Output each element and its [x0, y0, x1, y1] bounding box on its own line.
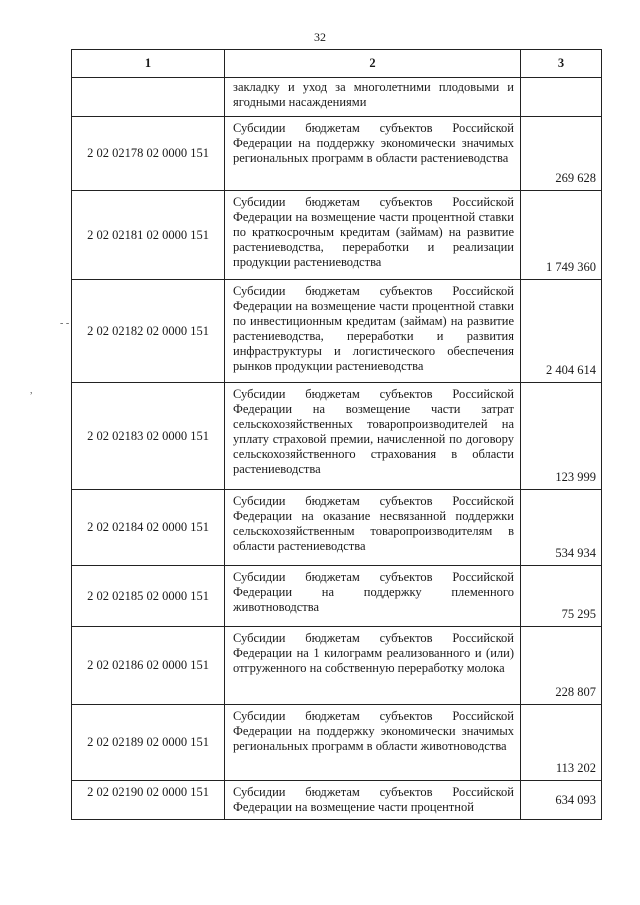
revenue-code: 2 02 02181 02 0000 151 [72, 191, 225, 280]
table-header-row [72, 50, 602, 78]
revenue-description: закладку и уход за многолетними плодовыми и ягодными насаждениями [225, 78, 521, 117]
revenue-description: Субсидии бюджетам субъектов Российской Федерации на 1 килограмм реализованного и (или) отгруженного на собственную переработку молока [225, 627, 521, 705]
revenue-amount: 1 749 360 [521, 191, 602, 280]
revenue-description: Субсидии бюджетам субъектов Российской Федерации на оказание несвязанной поддержки сельскохозяйственным товаропроизводителям в области растениеводства [225, 490, 521, 566]
revenue-amount: 113 202 [521, 705, 602, 781]
revenue-amount: 123 999 [521, 383, 602, 490]
revenue-code: 2 02 02178 02 0000 151 [72, 117, 225, 191]
table-row [72, 191, 602, 280]
revenue-amount: 534 934 [521, 490, 602, 566]
revenue-amount: 2 404 614 [521, 280, 602, 383]
table-row [72, 117, 602, 191]
revenue-code: 2 02 02183 02 0000 151 [72, 383, 225, 490]
table-row [72, 705, 602, 781]
table-row [72, 78, 602, 117]
column-header: 2 [225, 50, 521, 78]
revenue-code: 2 02 02182 02 0000 151 [72, 280, 225, 383]
revenue-description: Субсидии бюджетам субъектов Российской Федерации на поддержку экономически значимых региональных программ в области растениеводства [225, 117, 521, 191]
revenue-amount: 228 807 [521, 627, 602, 705]
revenue-amount [521, 78, 602, 117]
table-row [72, 566, 602, 627]
column-header: 1 [72, 50, 225, 78]
revenue-description: Субсидии бюджетам субъектов Российской Федерации на возмещение части затрат сельскохозяйственных товаропроизводителей на уплату страховой премии, начисленной по договору сельскохозяйственного страхования в области растениеводства [225, 383, 521, 490]
revenue-code: 2 02 02189 02 0000 151 [72, 705, 225, 781]
table-row [72, 280, 602, 383]
revenue-description: Субсидии бюджетам субъектов Российской Федерации на поддержку племенного животноводства [225, 566, 521, 627]
revenue-description: Субсидии бюджетам субъектов Российской Федерации на поддержку экономически значимых региональных программ в области животноводства [225, 705, 521, 781]
revenue-code: 2 02 02186 02 0000 151 [72, 627, 225, 705]
revenue-description: Субсидии бюджетам субъектов Российской Федерации на возмещение части процентной ставки по инвестиционным кредитам (займам) на развитие растениеводства, переработки и развития инфраструктуры и логистического обеспечения рынков продукции растениеводства [225, 280, 521, 383]
column-header: 3 [521, 50, 602, 78]
revenue-amount: 634 093 [521, 781, 602, 820]
scan-artifact: - - [60, 318, 70, 329]
revenue-code: 2 02 02184 02 0000 151 [72, 490, 225, 566]
table-row [72, 490, 602, 566]
revenue-description: Субсидии бюджетам субъектов Российской Федерации на возмещение части процентной ставки по краткосрочным кредитам (займам) на развитие растениеводства, переработки и реализации продукции растениеводства [225, 191, 521, 280]
revenue-code [72, 78, 225, 117]
revenue-code: 2 02 02185 02 0000 151 [72, 566, 225, 627]
table-row [72, 383, 602, 490]
revenue-amount: 269 628 [521, 117, 602, 191]
revenue-amount: 75 295 [521, 566, 602, 627]
table-row [72, 781, 602, 820]
table-row [72, 627, 602, 705]
budget-revenue-table [71, 49, 602, 820]
page-number: 32 [314, 30, 326, 44]
revenue-description: Субсидии бюджетам субъектов Российской Федерации на возмещение части процентной [225, 781, 521, 820]
revenue-code: 2 02 02190 02 0000 151 [72, 781, 225, 820]
scan-artifact: , [30, 385, 33, 396]
